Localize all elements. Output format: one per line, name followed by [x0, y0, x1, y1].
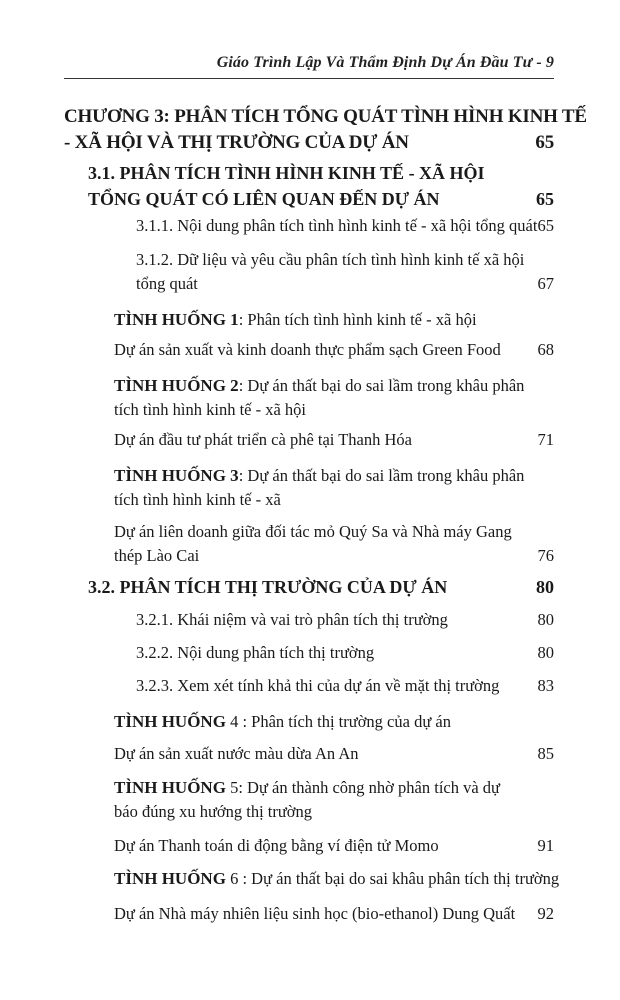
toc-subsection-3-2-2[interactable] — [64, 641, 554, 665]
case-title: 5: Dự án thành công nhờ phân tích và dự — [225, 778, 500, 797]
toc-case-5[interactable] — [64, 776, 554, 824]
case-title-cont: tích tình hình kinh tế - xã hội — [114, 400, 307, 419]
case-title: 4 : Phân tích thị trường của dự án — [225, 712, 451, 731]
toc-page-number: 83 — [537, 676, 554, 695]
toc-entry-line — [136, 641, 554, 665]
toc-subsection-3-1-1[interactable] — [64, 214, 554, 238]
toc-entry-title: - XÃ HỘI VÀ THỊ TRƯỜNG CỦA DỰ ÁN — [64, 132, 409, 153]
case-label: TÌNH HUỐNG 1 — [114, 310, 239, 329]
toc-case-1-project[interactable] — [64, 338, 554, 362]
running-header: Giáo Trình Lập Và Thẩm Định Dự Án Đầu Tư - 9 — [216, 54, 554, 71]
toc-entry-title: 3.2.3. Xem xét tính khả thi của dự án về mặt thị trường — [136, 676, 500, 695]
toc-page-number: 71 — [537, 430, 554, 449]
toc-entry-line — [136, 214, 554, 238]
case-project: Dự án liên doanh giữa đối tác mỏ Quý Sa và Nhà máy Gang — [114, 522, 512, 541]
toc-entry-title-cont — [88, 186, 554, 212]
toc-entry-line — [114, 902, 554, 926]
case-project: Dự án đầu tư phát triển cà phê tại Thanh Hóa — [114, 430, 412, 449]
toc-case-2[interactable] — [64, 374, 554, 422]
toc-entry-title-cont — [64, 130, 554, 156]
toc-case-6[interactable] — [64, 867, 560, 891]
toc-case-heading — [114, 710, 554, 734]
case-title: 6 : Dự án thất bại do sai khâu phân tích thị trường — [225, 869, 560, 888]
case-title-cont: tích tình hình kinh tế - xã — [114, 490, 281, 509]
toc-case-heading — [114, 867, 560, 891]
case-project-cont: thép Lào Cai — [114, 546, 200, 565]
toc-case-heading — [114, 308, 554, 332]
toc-page-number: 80 — [537, 610, 554, 629]
toc-page-number: 85 — [537, 744, 554, 763]
toc-entry-title: 3.1.2. Dữ liệu và yêu cầu phân tích tình hình kinh tế xã hội — [136, 250, 525, 269]
case-project: Dự án sản xuất và kinh doanh thực phẩm sạch Green Food — [114, 340, 501, 359]
toc-entry-line — [136, 608, 554, 632]
case-title: : Phân tích tình hình kinh tế - xã hội — [238, 310, 477, 329]
toc-case-3[interactable] — [64, 464, 554, 512]
toc-page-number: 67 — [537, 274, 554, 293]
case-title: : Dự án thất bại do sai lầm trong khâu phân — [238, 376, 525, 395]
case-title-cont: báo đúng xu hướng thị trường — [114, 802, 313, 821]
toc-page-number: 76 — [537, 546, 554, 565]
toc-entry-title: 3.1. PHÂN TÍCH TÌNH HÌNH KINH TẾ - XÃ HỘI — [88, 163, 485, 183]
case-label: TÌNH HUỐNG — [114, 778, 226, 797]
case-label: TÌNH HUỐNG 3 — [114, 466, 239, 485]
toc-entry-line — [114, 428, 554, 452]
toc-entry-line — [136, 674, 554, 698]
toc-entry-title: tổng quát — [136, 274, 198, 293]
toc-case-1[interactable] — [64, 308, 554, 332]
toc-page-number: 92 — [537, 904, 554, 923]
toc-case-2-project[interactable] — [64, 428, 554, 452]
header-rule — [64, 78, 554, 79]
toc-page-number: 65 — [536, 189, 554, 209]
toc-chapter-3[interactable] — [64, 104, 587, 156]
toc-entry-line — [88, 574, 554, 600]
toc-subsection-3-2-1[interactable] — [64, 608, 554, 632]
toc-case-heading — [114, 776, 554, 800]
toc-page-number: 91 — [537, 836, 554, 855]
toc-subsection-3-2-3[interactable] — [64, 674, 554, 698]
toc-entry-line — [114, 834, 554, 858]
toc-entry-title: 3.2.1. Khái niệm và vai trò phân tích thị trường — [136, 610, 448, 629]
case-label: TÌNH HUỐNG — [114, 869, 226, 888]
toc-case-4-project[interactable] — [64, 742, 554, 766]
toc-entry-line — [114, 338, 554, 362]
toc-entry-title: 3.1.1. Nội dung phân tích tình hình kinh tế - xã hội tổng quát — [136, 216, 538, 235]
toc-page-number: 65 — [535, 132, 554, 153]
toc-page-number: 65 — [537, 216, 554, 235]
toc-case-heading — [114, 464, 554, 488]
toc-case-5-project[interactable] — [64, 834, 554, 858]
toc-entry-title: CHƯƠNG 3: PHÂN TÍCH TỔNG QUÁT TÌNH HÌNH KINH TẾ — [64, 106, 587, 127]
toc-entry-title: TỔNG QUÁT CÓ LIÊN QUAN ĐẾN DỰ ÁN — [88, 189, 440, 209]
case-project: Dự án sản xuất nước màu dừa An An — [114, 744, 359, 763]
case-label: TÌNH HUỐNG 2 — [114, 376, 239, 395]
toc-page-number: 80 — [537, 643, 554, 662]
toc-case-6-project[interactable] — [64, 902, 554, 926]
toc-section-3-2[interactable] — [64, 574, 554, 600]
case-project: Dự án Nhà máy nhiên liệu sinh học (bio-ethanol) Dung Quất — [114, 904, 516, 923]
toc-case-4[interactable] — [64, 710, 554, 734]
toc-entry-title: 3.2. PHÂN TÍCH THỊ TRƯỜNG CỦA DỰ ÁN — [88, 577, 448, 597]
toc-page-number: 68 — [537, 340, 554, 359]
case-label: TÌNH HUỐNG — [114, 712, 226, 731]
toc-subsection-3-1-2[interactable] — [64, 248, 554, 296]
toc-entry-title: 3.2.2. Nội dung phân tích thị trường — [136, 643, 375, 662]
toc-case-heading — [114, 374, 554, 398]
toc-case-3-project[interactable] — [64, 520, 554, 568]
toc-entry-title-cont — [136, 272, 554, 296]
toc-section-3-1[interactable] — [64, 160, 554, 212]
case-project: Dự án Thanh toán di động bằng ví điện tử Momo — [114, 836, 439, 855]
toc-page-number: 80 — [536, 577, 554, 597]
case-title: : Dự án thất bại do sai lầm trong khâu phân — [238, 466, 525, 485]
toc-entry-line — [114, 544, 554, 568]
toc-entry-line — [114, 742, 554, 766]
